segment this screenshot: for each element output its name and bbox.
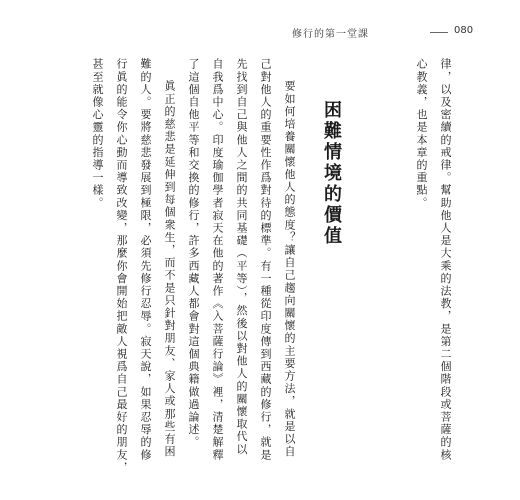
page-number: 080 xyxy=(454,25,474,36)
text-column: 難的人。要將慈悲發展到極限，必須先修行忍辱。寂天說，如果忍辱的修 xyxy=(139,58,152,462)
section-heading: 困難情境的價值 xyxy=(321,100,342,247)
text-column: 眞正的慈悲是延伸到每個衆生，而不是只針對朋友、家人或那些有困 xyxy=(163,80,176,458)
running-header-title: 修行的第一堂課 xyxy=(292,29,369,40)
text-column: 自我爲中心。印度瑜伽學者寂天在他的著作《入菩薩行論》裡，清楚解釋 xyxy=(211,58,224,462)
text-column: 了這個自他平等和交換的修行，許多西藏人都會對這個典籍做過論述。 xyxy=(187,58,200,449)
text-column: 律，以及密續的戒律。幫助他人是大乘的法教，是第二個階段或菩薩的核 xyxy=(439,58,452,462)
text-column: 心教義，也是本章的重點。 xyxy=(415,58,428,210)
text-column: 先找到自己與他人之間的共同基礎（平等），然後以對他人的關懷取代以 xyxy=(235,58,248,456)
text-column: 甚至就像心靈的指導一樣。 xyxy=(91,58,104,210)
text-column: 要如何培養關懷他人的態度？讓自己趨向關懷的主要方法，就是以自 xyxy=(283,80,296,458)
header-divider xyxy=(430,32,448,33)
text-column: 行眞的能令你心動而導致改變，那麼你會開始把敵人視爲自己最好的朋友， xyxy=(115,58,128,474)
text-column: 己對他人的重要性作爲對待的標準。有一種從印度傳到西藏的修行，就是 xyxy=(259,58,272,462)
